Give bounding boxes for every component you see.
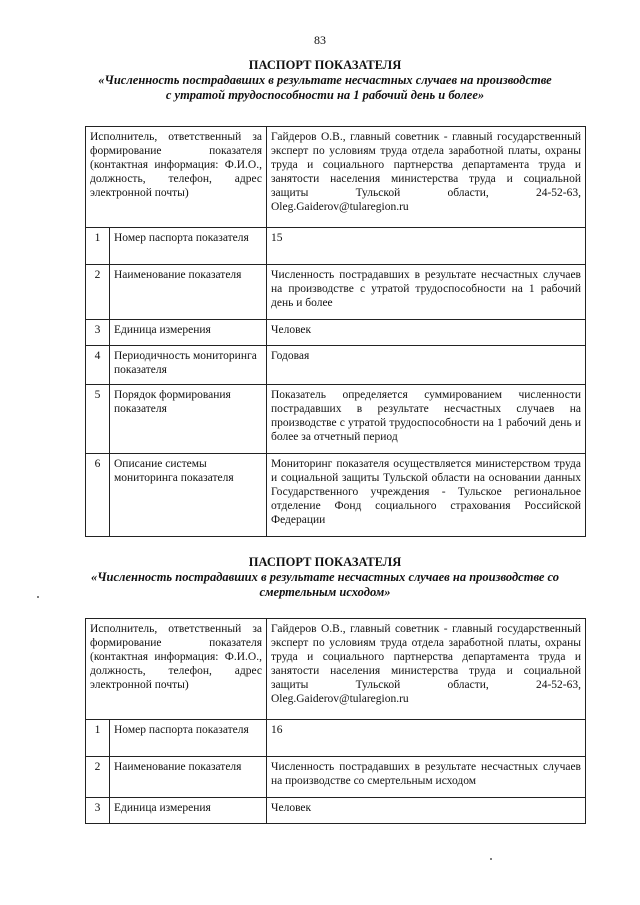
- passport-subtitle-line1: «Численность пострадавших в результате несчастных случаев на производстве со: [90, 570, 560, 584]
- table-row: [86, 454, 586, 537]
- row-number: 6: [86, 454, 110, 537]
- table-row: [86, 346, 586, 385]
- row-label: Периодичность мониторинга показателя: [110, 346, 267, 385]
- passport-subtitle-line1: «Численность пострадавших в результате несчастных случаев на производстве: [98, 73, 552, 87]
- executor-row: [86, 619, 586, 720]
- row-label: Единица измерения: [110, 798, 267, 824]
- row-label: Номер паспорта показателя: [110, 228, 267, 265]
- row-value: 16: [267, 720, 586, 757]
- page-number: 83: [314, 33, 326, 47]
- row-label: Порядок формирования показателя: [110, 385, 267, 454]
- passport-table-2: [85, 618, 586, 824]
- passport-subtitle-line2: смертельным исходом»: [259, 585, 391, 599]
- row-value: Годовая: [267, 346, 586, 385]
- row-number: 5: [86, 385, 110, 454]
- row-label: Единица измерения: [110, 320, 267, 346]
- row-number: 1: [86, 228, 110, 265]
- passport-title: ПАСПОРТ ПОКАЗАТЕЛЯ: [248, 555, 402, 569]
- row-value: Мониторинг показателя осуществляется министерством труда и социальной защиты Тульской области на основании данных Государственного учреждения - Тульское региональное отделение Фонд социального страхования Российской Федерации: [267, 454, 586, 537]
- row-value: Численность пострадавших в результате несчастных случаев на производстве со смертельным исходом: [267, 757, 586, 798]
- scan-artifact: [490, 858, 492, 860]
- table-row: [86, 320, 586, 346]
- row-label: Наименование показателя: [110, 757, 267, 798]
- executor-row: [86, 127, 586, 228]
- row-value: 15: [267, 228, 586, 265]
- passport-subtitle-line2: с утратой трудоспособности на 1 рабочий день и более»: [165, 88, 485, 102]
- executor-value: Гайдеров О.В., главный советник - главный государственный эксперт по условиям труда отдела заработной платы, охраны труда и социального партнерства департамента труда и занятости населения министерства труда и социальной защиты Тульской области, 24-52-63, Oleg.Gaiderov@tularegion.ru: [267, 127, 586, 228]
- passport-table-1: [85, 126, 586, 537]
- row-label: Описание системы мониторинга показателя: [110, 454, 267, 537]
- row-number: 3: [86, 798, 110, 824]
- table-row: [86, 720, 586, 757]
- table-row: [86, 798, 586, 824]
- row-number: 2: [86, 757, 110, 798]
- row-number: 2: [86, 265, 110, 320]
- passport-heading-2: [60, 555, 590, 600]
- row-value: Показатель определяется суммированием численности пострадавших в результате несчастных случаев на производстве с утратой трудоспособности на 1 рабочий день и более за отчетный период: [267, 385, 586, 454]
- table-row: [86, 228, 586, 265]
- executor-value: Гайдеров О.В., главный советник - главный государственный эксперт по условиям труда отдела заработной платы, охраны труда и социального партнерства департамента труда и занятости населения министерства труда и социальной защиты Тульской области, 24-52-63, Oleg.Gaiderov@tularegion.ru: [267, 619, 586, 720]
- row-value: Человек: [267, 320, 586, 346]
- row-value: Человек: [267, 798, 586, 824]
- table-row: [86, 757, 586, 798]
- executor-label: Исполнитель, ответственный за формирование показателя (контактная информация: Ф.И.О., должность, телефон, адрес электронной почты): [86, 127, 267, 228]
- row-number: 1: [86, 720, 110, 757]
- row-value: Численность пострадавших в результате несчастных случаев на производстве с утратой трудоспособности на 1 рабочий день и более: [267, 265, 586, 320]
- scan-artifact: [37, 596, 39, 598]
- passport-title: ПАСПОРТ ПОКАЗАТЕЛЯ: [248, 58, 402, 72]
- row-number: 4: [86, 346, 110, 385]
- table-row: [86, 265, 586, 320]
- passport-heading-1: [60, 58, 590, 103]
- row-label: Наименование показателя: [110, 265, 267, 320]
- executor-label: Исполнитель, ответственный за формирование показателя (контактная информация: Ф.И.О., должность, телефон, адрес электронной почты): [86, 619, 267, 720]
- row-number: 3: [86, 320, 110, 346]
- table-row: [86, 385, 586, 454]
- row-label: Номер паспорта показателя: [110, 720, 267, 757]
